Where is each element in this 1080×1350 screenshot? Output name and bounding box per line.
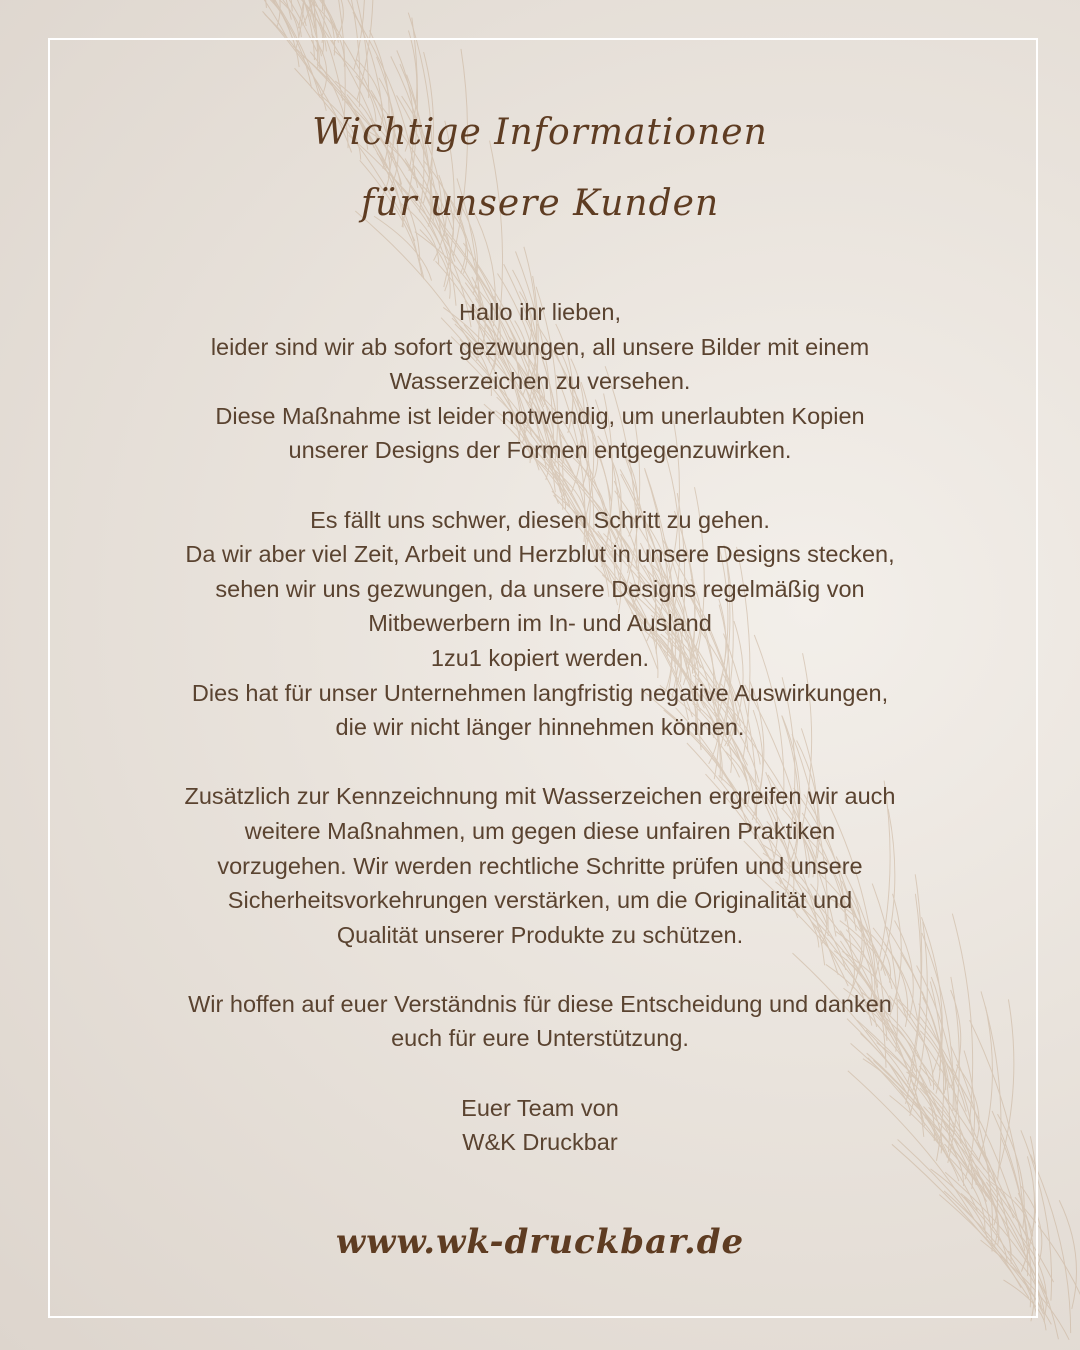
grass-strand [255,0,299,37]
grass-strand [237,0,292,11]
grass-strand [331,0,343,41]
grass-strand [290,0,313,20]
text-line: W&K Druckbar [462,1129,618,1156]
grass-strand [259,0,301,37]
text-line: Da wir aber viel Zeit, Arbeit und Herzblut in unsere Designs stecken, [185,541,895,568]
grass-strand [166,0,286,37]
text-line: vorzugehen. Wir werden rechtliche Schritte prüfen und unsere [217,852,863,879]
text-line: Diese Maßnahme ist leider notwendig, um unerlaubten Kopien [215,402,865,429]
text-line: weitere Maßnahmen, um gegen diese unfairen Praktiken [244,817,836,844]
grass-strand [210,0,266,8]
title-line-2: für unsere Kunden [360,183,720,224]
grass-strand [227,0,274,2]
grass-strand [285,0,339,43]
text-line: Es fällt uns schwer, diesen Schritt zu gehen. [310,506,770,533]
text-line: Hallo ihr lieben, [459,299,621,325]
text-line: unserer Designs der Formen entgegenzuwirken. [288,437,792,464]
grass-strand [260,0,280,28]
text-line: die wir nicht länger hinnehmen können. [335,714,745,741]
title-line-1: Wichtige Informationen [312,112,768,153]
text-line: Qualität unserer Produkte zu schützen. [336,921,744,948]
text-line: Mitbewerbern im In- und Ausland [368,610,712,637]
paragraph-gap [0,952,1080,987]
text-line: sehen wir uns gezwungen, da unsere Designs regelmäßig von [215,575,865,602]
grass-strand [298,0,308,28]
text-line: Sicherheitsvorkehrungen verstärken, um die Originalität und [227,887,853,914]
grass-strand [279,0,315,17]
grass-strand [211,0,294,42]
text-line: Wir hoffen auf euer Verständnis für diese Entscheidung und danken [188,990,892,1017]
text-line: Euer Team von [461,1094,619,1121]
paragraph-gap [0,468,1080,503]
text-line: euch für eure Unterstützung. [391,1025,689,1052]
grass-strand [286,0,322,11]
message-body [0,295,1080,1160]
website-link[interactable]: www.wk-druckbar.de [335,1222,745,1262]
text-line: Wasserzeichen zu versehen. [389,368,691,395]
text-line: Dies hat für unser Unternehmen langfristig negative Auswirkungen, [191,679,889,706]
text-line: leider sind wir ab sofort gezwungen, all unsere Bilder mit einem [210,333,870,360]
paragraph-gap [0,745,1080,780]
grass-strand [272,0,337,31]
paragraph-gap [0,1056,1080,1091]
grass-strand [301,0,324,43]
grass-strand [238,0,291,34]
grass-strand [206,0,291,20]
grass-strand [243,0,306,26]
text-line: 1zu1 kopiert werden. [430,644,650,671]
grass-strand [300,0,311,25]
grass-strand [258,0,315,28]
text-line: Zusätzlich zur Kennzeichnung mit Wasserzeichen ergreifen wir auch [184,783,896,810]
